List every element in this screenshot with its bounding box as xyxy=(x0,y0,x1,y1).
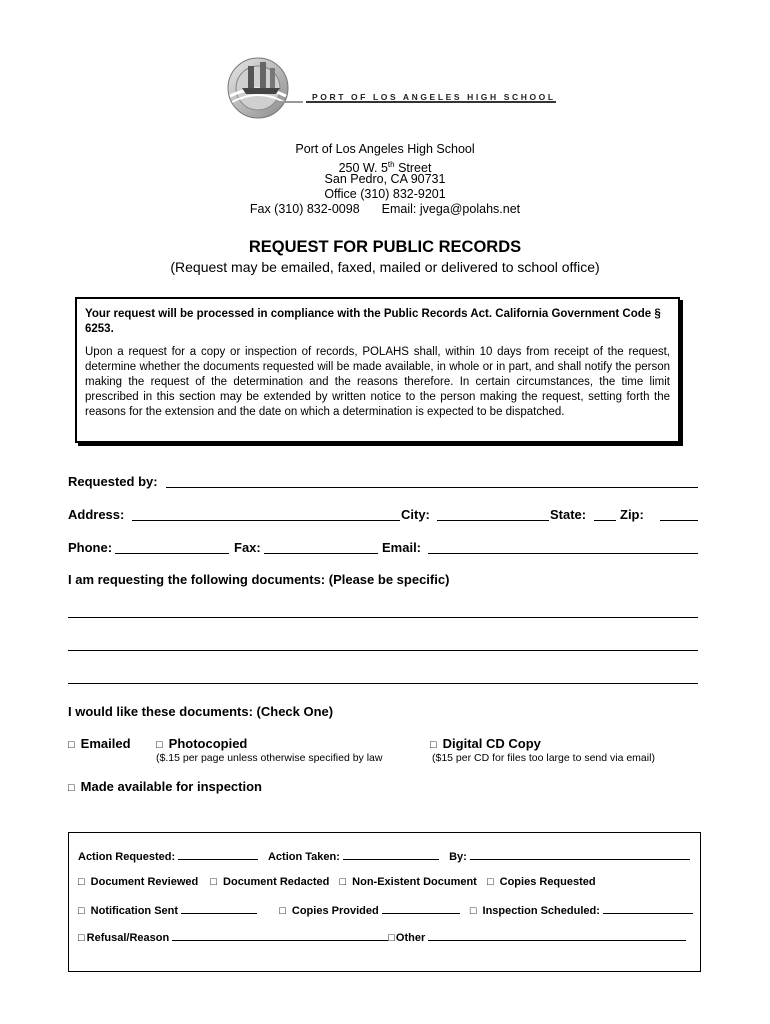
fax-field[interactable] xyxy=(264,553,378,554)
address-label: Address: xyxy=(68,507,125,522)
copies-requested-label: Copies Requested xyxy=(499,876,596,888)
fax-label: Fax: xyxy=(234,540,261,555)
documents-line-3[interactable] xyxy=(68,683,698,684)
city-state-zip: San Pedro, CA 90731 xyxy=(324,172,446,186)
page-subtitle: (Request may be emailed, faxed, mailed or delivered to school office) xyxy=(170,259,600,275)
document-redacted-label: Document Redacted xyxy=(223,876,330,888)
option-inspection-label: Made available for inspection xyxy=(80,779,262,794)
zip-label: Zip: xyxy=(620,507,644,522)
email-label: Email: xyxy=(382,540,422,555)
checkbox-icon[interactable]: □ xyxy=(78,876,85,888)
compliance-notice xyxy=(75,297,680,443)
zip-field[interactable] xyxy=(660,520,698,521)
by-field[interactable] xyxy=(470,849,690,860)
office-phone: Office (310) 832-9201 xyxy=(324,187,446,201)
state-field[interactable] xyxy=(594,520,616,521)
city-field[interactable] xyxy=(437,520,549,521)
copies-provided-field[interactable] xyxy=(382,903,460,914)
fax-email-line xyxy=(0,202,770,217)
school-logo xyxy=(218,52,558,122)
cd-copy-note: ($15 per CD for files too large to send via email) xyxy=(432,752,655,764)
admin-row-1 xyxy=(78,849,690,863)
address-field[interactable] xyxy=(132,520,400,521)
phone-label: Phone: xyxy=(68,540,113,555)
action-taken-field[interactable] xyxy=(343,849,439,860)
option-cd-copy[interactable] xyxy=(430,736,541,751)
admin-row-2 xyxy=(78,876,596,888)
phone-field[interactable] xyxy=(115,553,229,554)
fax-number: Fax (310) 832-0098 xyxy=(249,202,360,216)
copies-provided-label: Copies Provided xyxy=(291,905,379,917)
checkbox-icon[interactable]: □ xyxy=(78,932,85,944)
delivery-prompt: I would like these documents: (Check One) xyxy=(68,704,334,719)
inspection-scheduled-label: Inspection Scheduled: xyxy=(482,905,600,917)
school-name: Port of Los Angeles High School xyxy=(295,142,475,156)
checkbox-icon[interactable]: □ xyxy=(469,905,477,917)
checkbox-icon[interactable]: □ xyxy=(210,876,218,888)
option-inspection[interactable] xyxy=(68,779,262,794)
checkbox-icon[interactable]: □ xyxy=(388,932,395,944)
checkbox-icon[interactable]: □ xyxy=(78,905,85,917)
documents-line-1[interactable] xyxy=(68,617,698,618)
logo-text: PORT OF LOS ANGELES HIGH SCHOOL xyxy=(312,92,556,102)
checkbox-icon[interactable]: □ xyxy=(279,905,286,917)
option-cd-copy-label: Digital CD Copy xyxy=(442,736,541,751)
street-address: 250 W. 5th Street xyxy=(338,160,432,176)
notice-body: Upon a request for a copy or inspection of records, POLAHS shall, within 10 days from receipt of the request, determine whether the documents requested will be made available, in whole or in part, and shall notify the person making the request of the determination and the reasons therefore. In certain circumstances, the time limit prescribed in this section may be extended by written notice to the person making the request, setting forth the reasons for the extension and the date on which a determination is expected to be dispatched. xyxy=(85,346,670,418)
option-emailed[interactable] xyxy=(68,736,131,751)
page-title: REQUEST FOR PUBLIC RECORDS xyxy=(248,238,522,256)
by-label: By: xyxy=(449,851,467,863)
other-field[interactable] xyxy=(428,930,686,941)
checkbox-icon[interactable]: □ xyxy=(430,739,437,751)
admin-row-3 xyxy=(78,903,693,917)
admin-row-4 xyxy=(78,930,686,944)
contact-email: Email: jvega@polahs.net xyxy=(381,202,521,216)
action-requested-label: Action Requested: xyxy=(78,851,176,863)
checkbox-icon[interactable]: □ xyxy=(339,876,347,888)
inspection-scheduled-field[interactable] xyxy=(603,903,693,914)
requested-by-label: Requested by: xyxy=(68,474,158,489)
logo-emblem-icon xyxy=(218,52,558,122)
documents-line-2[interactable] xyxy=(68,650,698,651)
checkbox-icon[interactable]: □ xyxy=(68,782,75,794)
checkbox-icon[interactable]: □ xyxy=(156,739,163,751)
notice-heading: Your request will be processed in compliance with the Public Records Act. California Government Code § 6253. xyxy=(85,308,661,335)
other-label: Other xyxy=(395,932,426,944)
photocopied-note: ($.15 per page unless otherwise specified by law xyxy=(156,752,383,764)
notification-sent-field[interactable] xyxy=(181,903,257,914)
option-photocopied-label: Photocopied xyxy=(168,736,248,751)
document-reviewed-label: Document Reviewed xyxy=(90,876,199,888)
city-label: City: xyxy=(401,507,430,522)
state-label: State: xyxy=(550,507,587,522)
action-taken-label: Action Taken: xyxy=(267,851,340,863)
refusal-field[interactable] xyxy=(172,930,388,941)
notification-sent-label: Notification Sent xyxy=(90,905,179,917)
documents-prompt: I am requesting the following documents: (Please be specific) xyxy=(68,572,450,587)
email-field[interactable] xyxy=(428,553,698,554)
action-requested-field[interactable] xyxy=(178,849,258,860)
checkbox-icon[interactable]: □ xyxy=(68,739,75,751)
non-existent-label: Non-Existent Document xyxy=(352,876,477,888)
option-emailed-label: Emailed xyxy=(80,736,131,751)
option-photocopied[interactable] xyxy=(156,736,247,751)
requested-by-field[interactable] xyxy=(166,487,698,488)
checkbox-icon[interactable]: □ xyxy=(486,876,494,888)
refusal-label: Refusal/Reason xyxy=(86,932,170,944)
